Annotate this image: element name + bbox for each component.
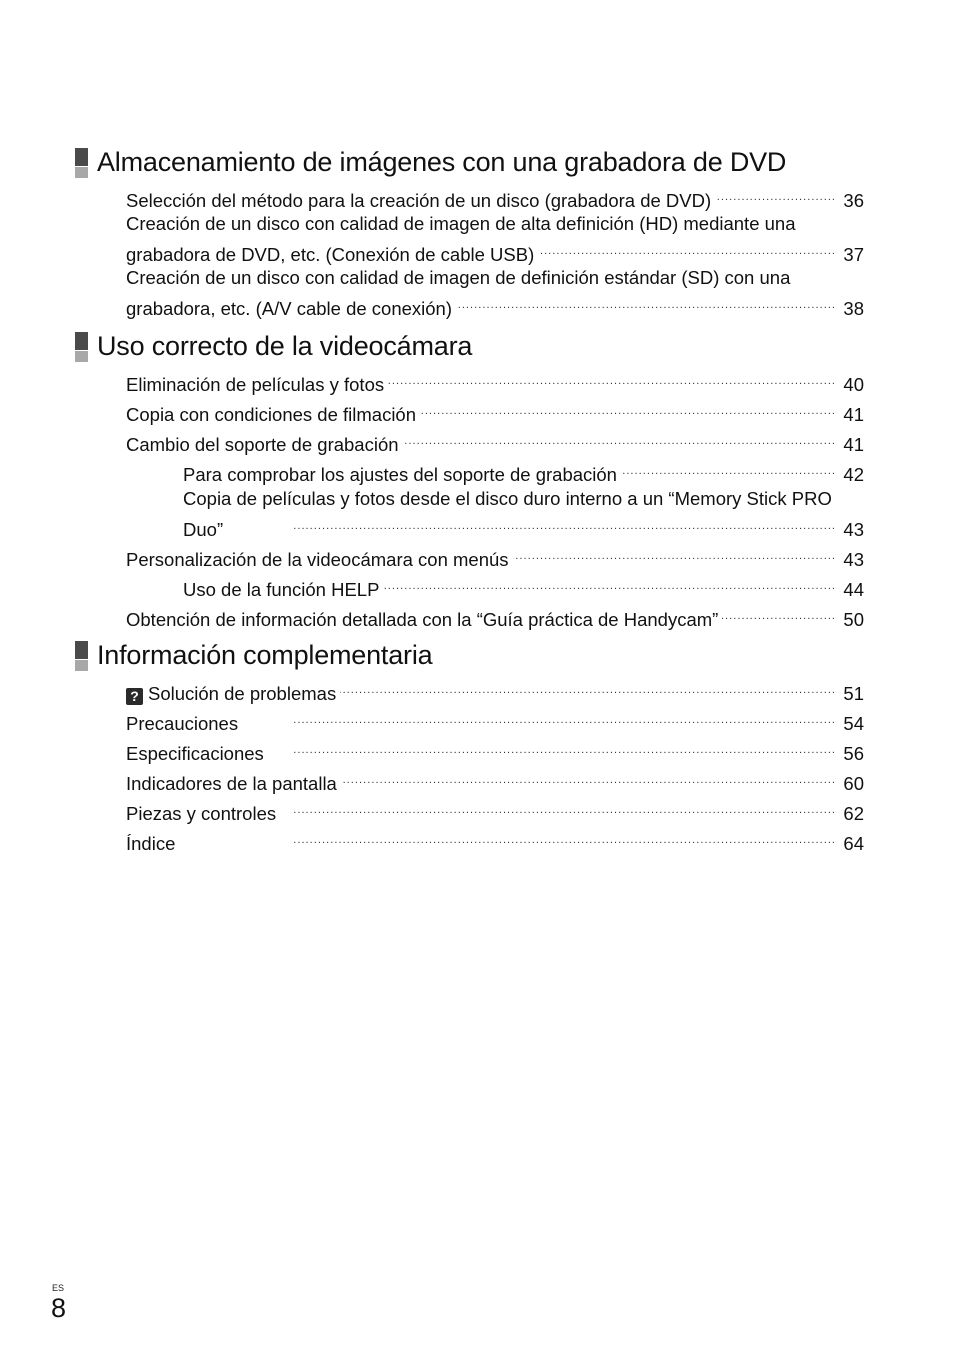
- section-title: Información complementaria: [97, 640, 433, 670]
- toc-entry-text: grabadora de DVD, etc. (Conexión de cable USB): [126, 244, 535, 265]
- toc-entry[interactable]: [126, 211, 864, 265]
- dot-leader: [179, 825, 834, 850]
- toc-page-number: 54: [843, 713, 864, 734]
- toc-entry[interactable]: [126, 825, 864, 854]
- dot-leader: [280, 795, 834, 820]
- dot-leader: [268, 735, 834, 760]
- toc-page-number: 42: [843, 464, 864, 485]
- toc-page-number: 60: [843, 773, 864, 794]
- toc-entry-text: Uso de la función HELP: [183, 579, 380, 600]
- toc-page-number: 36: [843, 190, 864, 211]
- toc-entry-text: Piezas y controles: [126, 803, 277, 824]
- toc-entry-text: Especificaciones: [126, 743, 264, 764]
- dot-leader: [383, 571, 834, 596]
- dot-leader: [513, 541, 834, 566]
- toc-page-number: 43: [843, 549, 864, 570]
- toc-entry-text: Índice: [126, 833, 176, 854]
- toc-entry[interactable]: [126, 426, 864, 455]
- toc-entry[interactable]: [183, 571, 864, 600]
- toc-entry-text: Selección del método para la creación de un disco (grabadora de DVD): [126, 190, 712, 211]
- toc-entry-text: Indicadores de la pantalla: [126, 773, 337, 794]
- toc-entry-text: Personalización de la videocámara con menús: [126, 549, 509, 570]
- toc-entry[interactable]: [126, 795, 864, 824]
- toc-entry[interactable]: [126, 541, 864, 570]
- section-marker-icon: [75, 148, 88, 178]
- toc-entry[interactable]: [126, 675, 864, 704]
- dot-leader: [715, 182, 834, 207]
- toc-page-number: 37: [843, 244, 864, 265]
- toc-page-number: 50: [843, 609, 864, 630]
- dot-leader: [388, 366, 834, 391]
- section-marker-icon: [75, 332, 88, 362]
- dot-leader: [538, 236, 834, 261]
- section-marker-icon: [75, 641, 88, 671]
- toc-entry-text: Precauciones: [126, 713, 239, 734]
- dot-leader: [722, 601, 834, 626]
- toc-entry[interactable]: [126, 735, 864, 764]
- toc-entry-text: Duo”: [183, 519, 224, 540]
- toc-entry-text: grabadora, etc. (A/V cable de conexión): [126, 298, 452, 319]
- dot-leader: [340, 675, 834, 700]
- toc-entry[interactable]: [126, 366, 864, 395]
- dot-leader: [341, 765, 834, 790]
- dot-leader: [403, 426, 834, 451]
- toc-page-number: 62: [843, 803, 864, 824]
- section-title: Uso correcto de la videocámara: [97, 331, 473, 361]
- toc-entry-text: Para comprobar los ajustes del soporte de grabación: [183, 464, 617, 485]
- toc-page-number: 41: [843, 404, 864, 425]
- toc-page-number: 51: [843, 683, 864, 704]
- dot-leader: [456, 290, 834, 315]
- dot-leader: [227, 511, 834, 536]
- toc-entry-text: Solución de problemas: [148, 683, 337, 704]
- dot-leader: [242, 705, 834, 730]
- toc-entry[interactable]: [183, 456, 864, 485]
- toc-entry[interactable]: [126, 765, 864, 794]
- toc-entry[interactable]: [126, 601, 864, 630]
- dot-leader: [420, 396, 834, 421]
- toc-page-number: 43: [843, 519, 864, 540]
- toc-entry-text: Copia de películas y fotos desde el disco duro interno a un “Memory Stick PRO: [183, 488, 832, 509]
- section-title: Almacenamiento de imágenes con una grabadora de DVD: [97, 147, 787, 177]
- question-icon: ?: [126, 688, 143, 705]
- toc-entry[interactable]: [126, 182, 864, 211]
- footer-language-code: ES: [52, 1283, 65, 1293]
- toc-page-number: 44: [843, 579, 864, 600]
- toc-entry-text: Copia con condiciones de filmación: [126, 404, 417, 425]
- toc-entry-text: Obtención de información detallada con la “Guía práctica de Handycam”: [126, 609, 719, 630]
- toc-page-number: 56: [843, 743, 864, 764]
- footer-page-number: 8: [51, 1293, 67, 1323]
- toc-entry[interactable]: [126, 265, 864, 319]
- toc-entry-text: Creación de un disco con calidad de imagen de alta definición (HD) mediante una: [126, 213, 796, 234]
- toc-entry[interactable]: [126, 396, 864, 425]
- toc-page-number: 64: [843, 833, 864, 854]
- toc-page-number: 41: [843, 434, 864, 455]
- toc-entry[interactable]: [126, 705, 864, 734]
- toc-entry-text: Eliminación de películas y fotos: [126, 374, 385, 395]
- toc-page-number: 38: [843, 298, 864, 319]
- dot-leader: [621, 456, 834, 481]
- toc-entry-text: Cambio del soporte de grabación: [126, 434, 399, 455]
- toc-entry-text: Creación de un disco con calidad de imagen de definición estándar (SD) con una: [126, 267, 791, 288]
- toc-entry[interactable]: [183, 486, 864, 540]
- toc-page-number: 40: [843, 374, 864, 395]
